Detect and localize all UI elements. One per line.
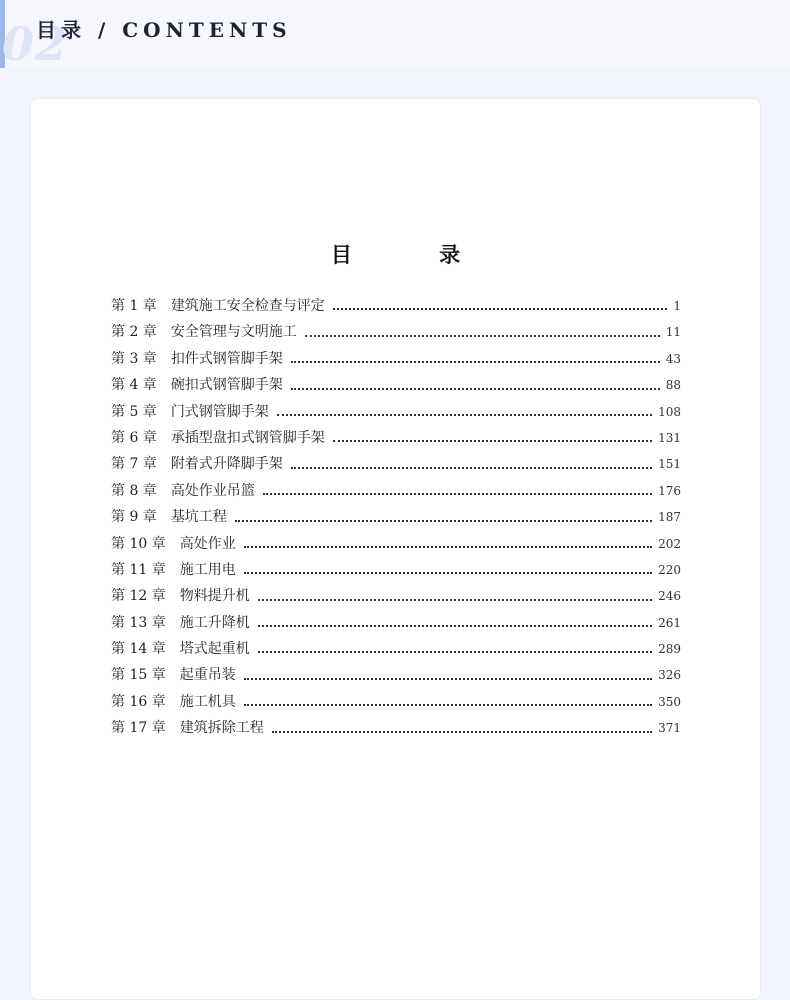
toc-chapter-title: 施工机具 (179, 693, 236, 710)
toc-chapter-title: 建筑施工安全检查与评定 (170, 298, 325, 314)
toc-chapter-number: 第 1 章 (111, 298, 157, 314)
toc-chapter-title: 物料提升机 (179, 588, 250, 605)
toc-chapter-title: 安全管理与文明施工 (170, 324, 297, 341)
toc-leader-dots (258, 651, 652, 653)
toc-leader-dots (244, 546, 652, 548)
toc-leader-dots (291, 467, 652, 469)
toc-chapter-title: 高处作业 (179, 535, 236, 552)
toc-leader-dots (333, 440, 652, 442)
toc-chapter-number: 第 6 章 (111, 429, 157, 446)
toc-chapter-title: 承插型盘扣式钢管脚手架 (170, 429, 325, 446)
toc-leader-dots (244, 678, 652, 680)
toc-entry[interactable] (111, 636, 681, 662)
document-page[interactable] (30, 98, 761, 1000)
toc-chapter-number: 第 12 章 (111, 588, 166, 605)
toc-chapter-title: 施工用电 (179, 561, 236, 578)
toc-chapter-title: 碗扣式钢管脚手架 (170, 377, 283, 394)
toc-chapter-number: 第 10 章 (111, 535, 166, 552)
toc-chapter-title: 基坑工程 (170, 509, 227, 526)
toc-entry[interactable] (111, 662, 681, 688)
toc-page-number: 88 (665, 378, 681, 393)
toc-leader-dots (244, 704, 652, 706)
toc-chapter-number: 第 11 章 (111, 561, 166, 578)
toc-entry[interactable] (111, 557, 681, 583)
toc-chapter-number: 第 8 章 (111, 482, 157, 499)
toc-page-number: 371 (658, 721, 681, 736)
toc-chapter-title: 起重吊装 (179, 667, 236, 684)
toc-leader-dots (277, 414, 652, 416)
toc-page-number: 246 (658, 589, 681, 604)
toc-chapter-number: 第 15 章 (111, 667, 166, 684)
toc-entry[interactable] (111, 346, 681, 372)
toc-chapter-number: 第 3 章 (111, 350, 157, 367)
toc-chapter-number: 第 2 章 (111, 324, 157, 341)
toc-chapter-title: 塔式起重机 (179, 641, 250, 658)
toc-leader-dots (305, 335, 660, 337)
toc-entry[interactable] (111, 478, 681, 504)
toc-entry[interactable] (111, 610, 681, 636)
toc-page-number: 289 (658, 642, 681, 657)
toc-page-number: 1 (673, 299, 681, 313)
toc-entry[interactable] (111, 451, 681, 477)
toc-page-number: 220 (658, 562, 681, 577)
toc-chapter-title: 高处作业吊篮 (170, 482, 255, 499)
toc-leader-dots (258, 625, 652, 627)
toc-chapter-title: 建筑拆除工程 (179, 720, 264, 737)
document-title: 目 录 (330, 243, 501, 267)
toc-chapter-title: 附着式升降脚手架 (170, 456, 283, 473)
toc-chapter-number: 第 16 章 (111, 693, 166, 710)
toc-chapter-number: 第 13 章 (111, 614, 166, 631)
toc-entry[interactable] (111, 372, 681, 398)
toc-page-number: 43 (665, 351, 681, 366)
section-header (0, 0, 790, 71)
toc-page-number: 151 (658, 457, 681, 472)
toc-chapter-number: 第 5 章 (111, 403, 157, 420)
toc-chapter-number: 第 9 章 (111, 509, 157, 526)
toc-entry[interactable] (111, 583, 681, 609)
toc-chapter-number: 第 17 章 (111, 720, 166, 737)
toc-leader-dots (263, 493, 652, 495)
toc-page-number: 11 (665, 325, 681, 340)
toc-leader-dots (244, 572, 652, 574)
section-title: 目录 / CONTENTS (36, 18, 292, 42)
section-number: 02 (2, 17, 69, 71)
toc-leader-dots (258, 599, 652, 601)
toc-chapter-title: 施工升降机 (179, 614, 250, 631)
toc-page-number: 176 (658, 483, 681, 498)
toc-entry[interactable] (111, 531, 681, 557)
toc-page-number: 108 (658, 404, 681, 419)
toc-chapter-title: 扣件式钢管脚手架 (170, 350, 283, 367)
toc-entry[interactable] (111, 689, 681, 715)
toc-chapter-number: 第 4 章 (111, 377, 157, 394)
toc-page-number: 187 (658, 510, 681, 525)
table-of-contents (111, 293, 681, 742)
toc-leader-dots (291, 361, 660, 363)
toc-page-number: 261 (658, 615, 681, 630)
toc-entry[interactable] (111, 425, 681, 451)
toc-entry[interactable] (111, 715, 681, 741)
toc-page-number: 202 (658, 536, 681, 551)
toc-page-number: 326 (658, 668, 681, 683)
toc-leader-dots (235, 520, 652, 522)
toc-entry[interactable] (111, 504, 681, 530)
toc-chapter-title: 门式钢管脚手架 (170, 403, 269, 420)
toc-entry[interactable] (111, 319, 681, 345)
toc-leader-dots (333, 308, 668, 310)
toc-leader-dots (291, 388, 660, 390)
toc-chapter-number: 第 7 章 (111, 456, 157, 473)
toc-entry[interactable] (111, 399, 681, 425)
toc-leader-dots (272, 731, 652, 733)
toc-chapter-number: 第 14 章 (111, 641, 166, 658)
toc-page-number: 131 (658, 430, 681, 445)
toc-page-number: 350 (658, 694, 681, 709)
toc-entry[interactable] (111, 293, 681, 319)
